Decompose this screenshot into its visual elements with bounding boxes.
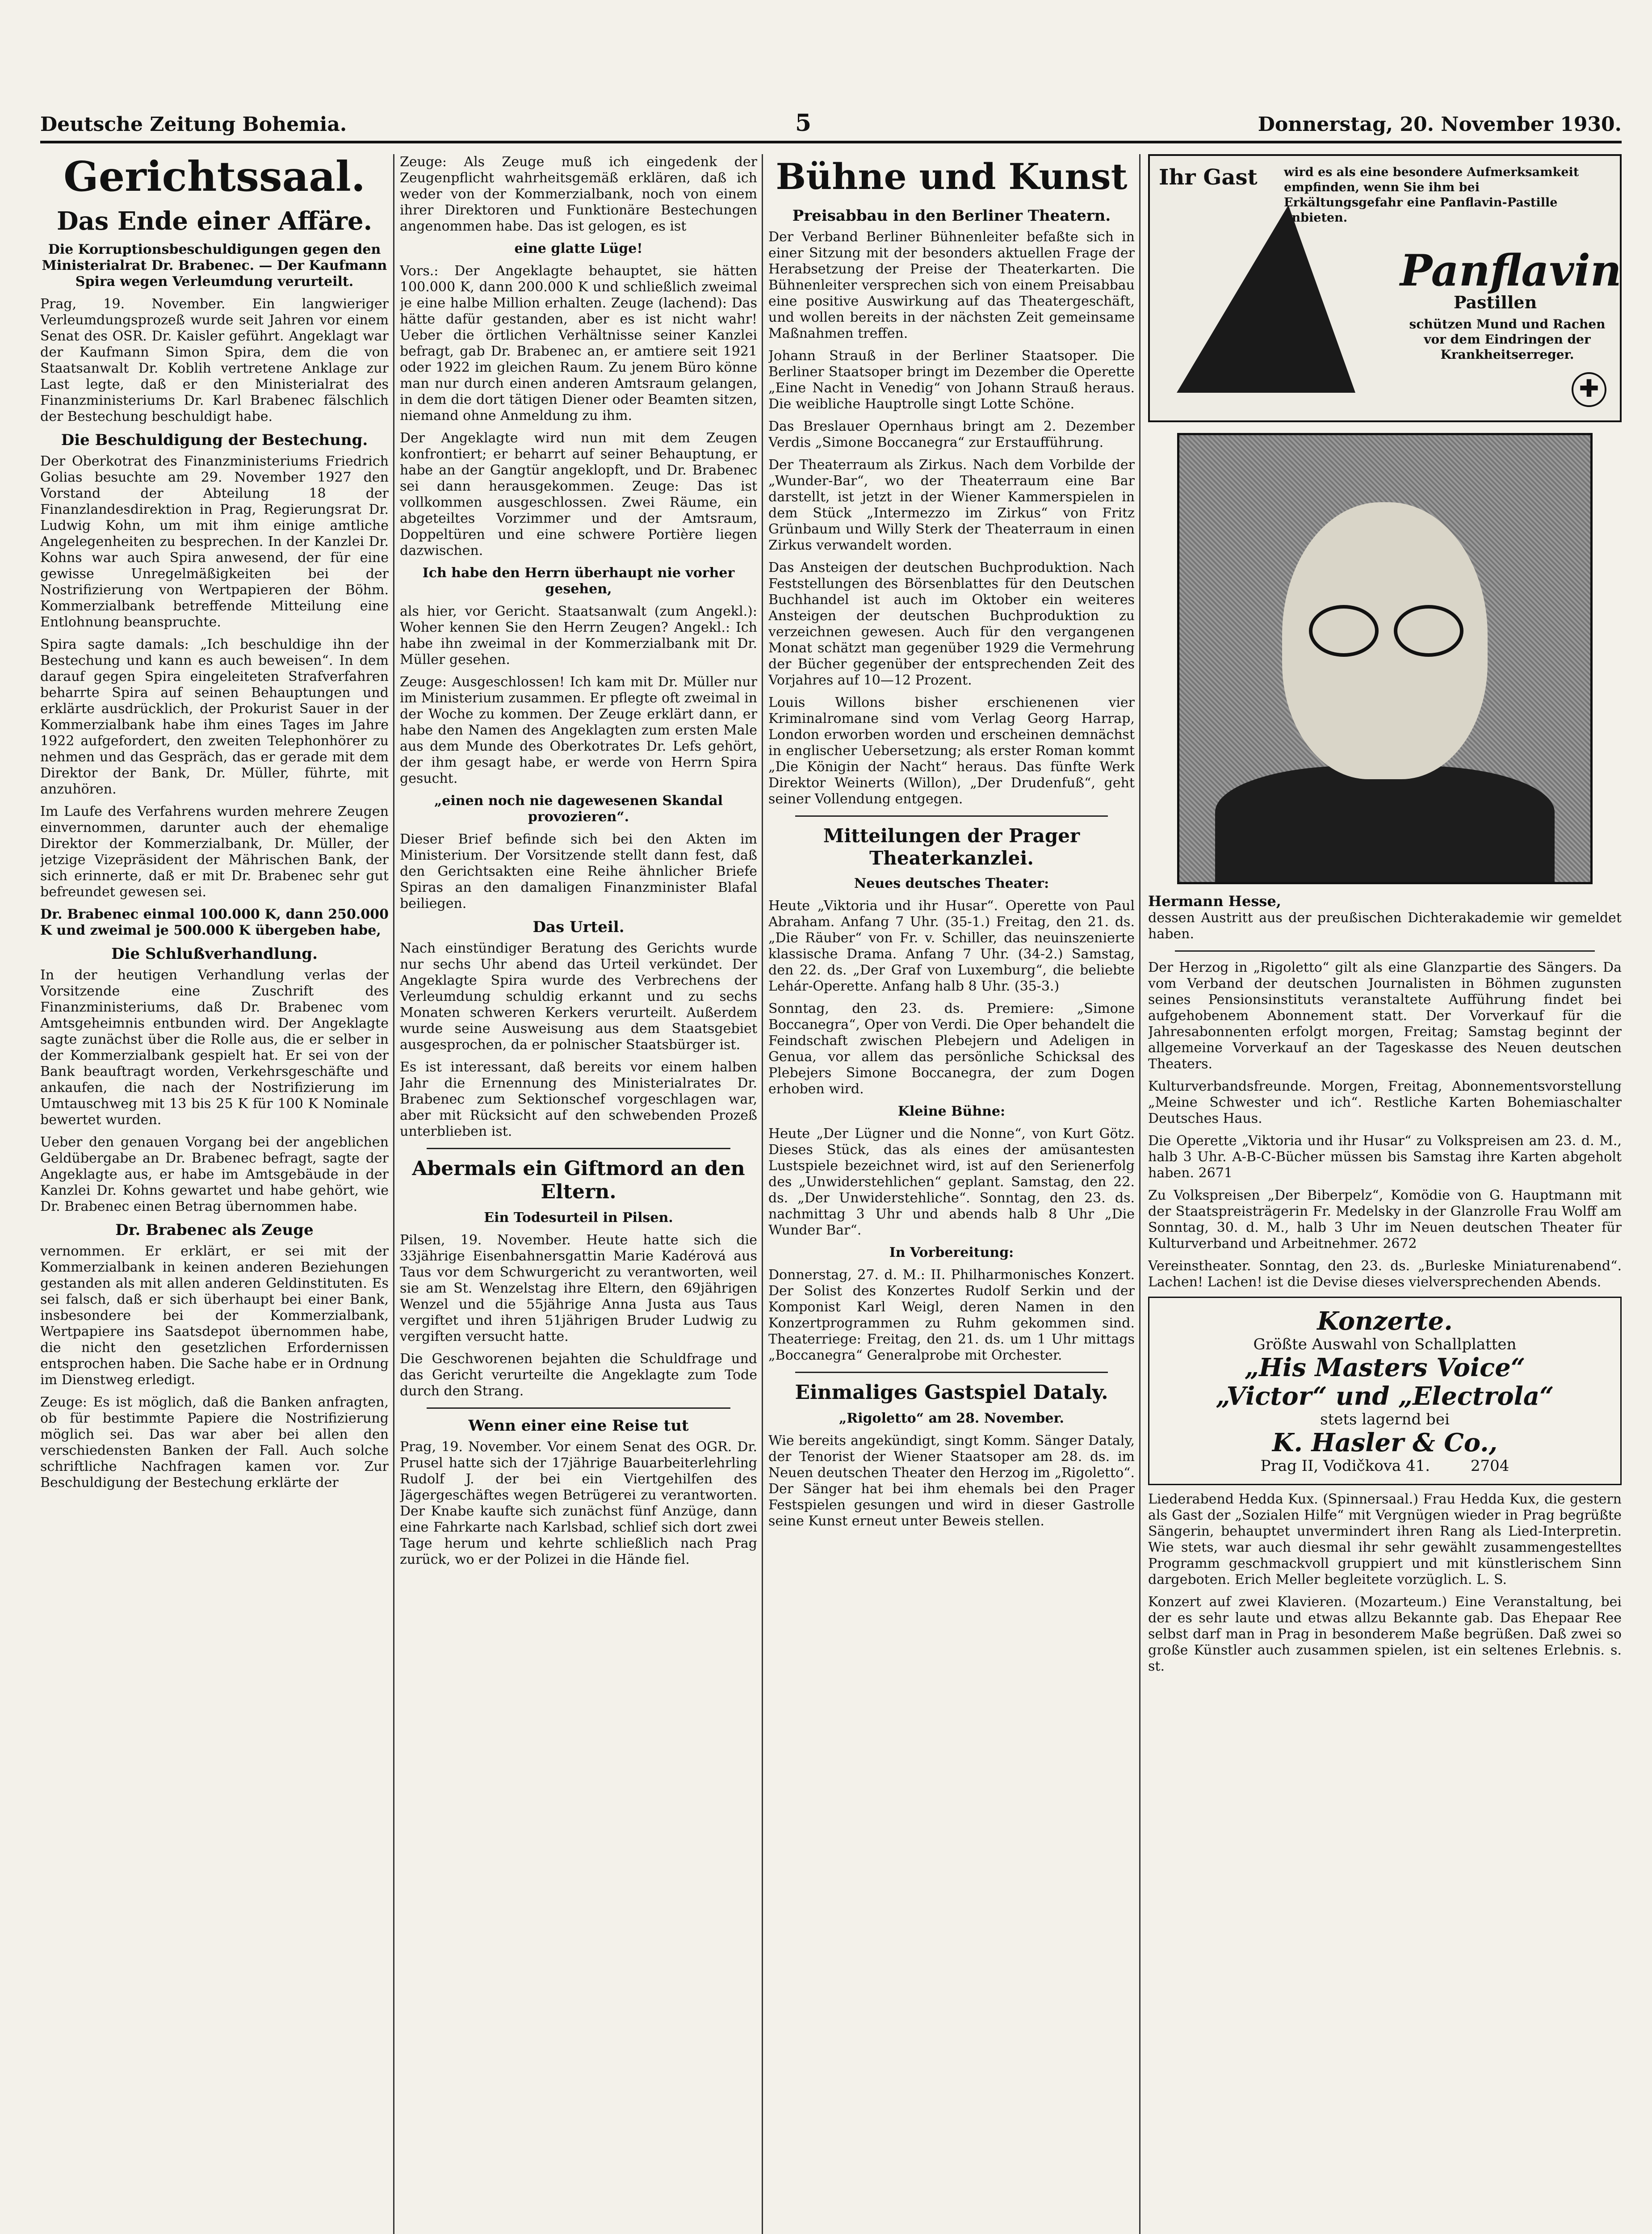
paragraph: Wie bereits angekündigt, singt Komm. Sänger Dataly, der Tenorist der Wiener Staatsoper am 28. ds. im Neuen deutschen Theater den Herzog im „Rigoletto“. Der Sänger hat bei ihm ehemals bei den Prager Festspielen gesungen und wird in dieser Gastrolle seine Kunst erneut unter Beweis stellen. xyxy=(768,1433,1135,1529)
paragraph: Zeuge: Ausgeschlossen! Ich kam mit Dr. Müller nur im Ministerium zusammen. Er pflegte oft zweimal in der Woche zu kommen. Der Zeuge erklärt dann, er habe den Namen des Angeklagten zum ersten Male aus dem Munde des Oberkotrates Dr. Lefs gehört, der ihm gesagt habe, er werde von Herrn Spira gesucht. xyxy=(400,674,757,786)
section-title-court: Gerichtssaal. xyxy=(63,154,365,201)
subheading-urteil: Das Urteil. xyxy=(532,918,625,936)
paragraph: Spira sagte damals: „Ich beschuldige ihn der Bestechung und kann es auch beweisen“. In dem darauf gegen Spira eingeleiteten Strafverfahren beharrte Spira auf seinen Behauptungen und erklärte ausdrücklich, der Prokurist Sauer in der Kommerzialbank habe ihm eines Tages im Jahre 1922 aufgefordert, den zweiten Telephonhörer zu nehmen und das Gespräch, das er gerade mit dem Direktor der Bank, Dr. Müller, führte, mit anzuhören. xyxy=(40,637,389,797)
ad-description: schützen Mund und Rachen vor dem Eindringen der Krankheitserreger. xyxy=(1409,317,1606,362)
concert-line: Größte Auswahl von Schallplatten xyxy=(1253,1335,1517,1353)
section-title-theatre: Bühne und Kunst xyxy=(776,155,1128,197)
subheading: Die Beschuldigung der Bestechung. xyxy=(61,431,368,449)
subheading: Preisabbau in den Berliner Theatern. xyxy=(792,207,1111,225)
paragraph: Vors.: Der Angeklagte behauptet, sie hätten 100.000 K, dann 200.000 K und schließlich zweimal je eine halbe Million erhalten. Zeuge (lachend): Das hätte dafür gestanden, aber es ist nicht wahr! Ueber die örtlichen Verhältnisse seiner Kanzlei befragt, gab Dr. Brabenec an, er amtiere seit 1921 oder 1922 im gleichen Raum. Zu jenem Büro könne man nur durch einen anderen Amtsraum gelangen, in dem die dort tätigen Diener oder Beamten sitzen, niemand ohne Anmeldung zu ihm. xyxy=(400,263,757,424)
paragraph: Der Theaterraum als Zirkus. Nach dem Vorbilde der „Wunder-Bar“, wo der Theaterraum eine Bar darstellt, ist jetzt in der Wiener Kammerspielen in dem Stück „Intermezzo im Zirkus“ von Fritz Grünbaum und Willy Sterk der Theaterraum in einen Zirkus verwandelt worden. xyxy=(768,457,1135,553)
headline-gastspiel: Einmaliges Gastspiel Dataly. xyxy=(795,1381,1108,1404)
page-number: 5 xyxy=(795,109,812,137)
paragraph: In der heutigen Verhandlung verlas der Vorsitzende eine Zuschrift des Finanzministeriums, daß Dr. Brabenec vom Amtsgeheimnis entbunden wird. Der Angeklagte sagte zunächst über die Rolle aus, die er selber in der Kommerzialbank gespielt hat. Er sei von der Bank beauftragt worden, Verkehrsgeschäfte und ankaufen, die nach der Nostrifizierung im Umtauschweg mit 13 bis 25 K für 100 K Nominale bewertet wurden. xyxy=(40,967,389,1128)
headline-reise: Wenn einer eine Reise tut xyxy=(468,1417,689,1435)
paragraph: Kulturverbandsfreunde. Morgen, Freitag, Abonnementsvorstellung „Meine Schwester und ich“. Restliche Karten Bohemiaschalter Deutsches Haus. xyxy=(1148,1079,1622,1126)
paragraph: Der Herzog in „Rigoletto“ gilt als eine Glanzpartie des Sängers. Da vom Verband der deutschen Journalisten in Böhmen zugunsten seines Pensionsinstituts veranstaltete Aufführung findet bei aufgehobenem Abonnement statt. Der Vorverkauf für die Jahresabonnenten erfolgt morgen, Freitag; Samstag beginnt der allgemeine Vorverkauf an der Tageskasse des Neuen deutschen Theaters. xyxy=(1148,960,1622,1072)
paragraph: Zu Volkspreisen „Der Biberpelz“, Komödie von G. Hauptmann mit der Staatspreisträgerin Fr. Medelsky in der Glanzrolle Frau Wolff am Sonntag, 30. d. M., halb 3 Uhr im Neuen deutschen Theater für Kulturverband und Arbeitnehmer. 2672 xyxy=(1148,1188,1622,1251)
subhead-vorbereitung: In Vorbereitung: xyxy=(889,1245,1014,1260)
headline-giftmord: Abermals ein Giftmord an den Eltern. xyxy=(412,1157,745,1203)
firm-name: K. Hasler & Co., xyxy=(1272,1428,1498,1457)
column-divider xyxy=(393,154,394,2234)
paragraph: Zeuge: Es ist möglich, daß die Banken anfragten, ob für bestimmte Papiere die Nostrifizierung möglich sei. Das war aber bei allen den verschiedensten Banken der Fall. Auch solche schriftliche Nachfragen kamen vor. Zur Beschuldigung der Bestechung erklärte der xyxy=(40,1394,389,1491)
paragraph: Das Ansteigen der deutschen Buchproduktion. Nach Feststellungen des Börsenblattes für den Deutschen Buchhandel ist auch im Oktober ein weiteres Ansteigen der deutschen Buchproduktion zu verzeichnen gewesen. Auch für den vergangenen Monat schätzt man gegenüber 1929 die Vermehrung der Bücher gegenüber der entsprechenden Zeit des Vorjahres auf 10—12 Prozent. xyxy=(768,560,1135,688)
headline-affaere: Das Ende einer Affäre. xyxy=(56,206,373,236)
paragraph: als hier, vor Gericht. Staatsanwalt (zum Angekl.): Woher kennen Sie den Herrn Zeugen? Angekl.: Ich habe ihn zweimal in der Kommerzialbank mit Dr. Müller gesehen. xyxy=(400,604,757,668)
column-theatre xyxy=(768,154,1135,2234)
subhead-rigoletto: „Rigoletto“ am 28. November. xyxy=(839,1411,1064,1426)
paragraph: Heute „Der Lügner und die Nonne“, von Kurt Götz. Dieses Stück, das als eines der amüsantesten Lustspiele bezeichnet wird, ist auf den Serienerfolg des „Unwiderstehlichen“ geplant. Samstag, den 22. ds. „Der Unwiderstehliche“. Sonntag, den 23. ds. nachmittag 3 Uhr und abends halb 8 Uhr „Die Wunder Bar“. xyxy=(768,1126,1135,1238)
subhead-luege: eine glatte Lüge! xyxy=(514,241,643,256)
ad-brand: Panflavin xyxy=(1400,245,1622,296)
paragraph: Der Oberkotrat des Finanzministeriums Friedrich Golias besuchte am 29. November 1927 den Vorstand der Abteilung 18 der Finanzlandesdirektion in Prag, Regierungsrat Dr. Ludwig Kohn, um mit ihm einige amtliche Angelegenheiten zu besprechen. In der Kanzlei Dr. Kohns war auch Spira anwesend, der für eine gewisse Unregelmäßigkeiten bei der Nostrifizierung von Wertpapieren der Böhm. Kommerzialbank betreffende Mitteilung eine Entlohnung beanspruchte. xyxy=(40,454,389,630)
paragraph: Prag, 19. November. Ein langwieriger Verleumdungsprozeß wurde seit Jahren vor einem Senat des OSR. Dr. Kaisler geführt. Angeklagt war der Kaufmann Simon Spira, dem die von Staatsanwalt Dr. Koblih vertretene Anklage zur Last legte, daß er den Ministerialrat des Finanzministeriums Dr. Karl Brabenec fälschlich der Bestechung beschuldigt habe. xyxy=(40,296,389,424)
paragraph: Der Verband Berliner Bühnenleiter befaßte sich in einer Sitzung mit der besonders aktuellen Frage der Herabsetzung der Preise der Theaterkarten. Die Bühnenleiter versprechen sich von einem Preisabbau eine positive Auswirkung auf das Theatergeschäft, und wollen bereits in der nächsten Zeit gemeinsame Maßnahmen treffen. xyxy=(768,229,1135,341)
concert-stock: stets lagernd bei xyxy=(1320,1411,1450,1428)
portrait-photo xyxy=(1177,433,1593,884)
column-divider xyxy=(1139,154,1140,2234)
subhead-korruption: Die Korruptionsbeschuldigungen gegen den Ministerialrat Dr. Brabenec. — Der Kaufmann Spira wegen Verleumdung verurteilt. xyxy=(42,242,387,290)
ad-text: wird es als eine besondere Aufmerksamkeit empfinden, wenn Sie ihm bei Erkältungsgefahr eine Panflavin-Pastille anbieten. xyxy=(1284,165,1579,225)
paragraph: Johann Strauß in der Berliner Staatsoper. Die Berliner Staatsoper bringt im Dezember die Operette „Eine Nacht in Venedig“ von Johann Strauß heraus. Die weibliche Hauptrolle singt Lotte Schöne. xyxy=(768,348,1135,412)
paragraph: Die Operette „Viktoria und ihr Husar“ zu Volkspreisen am 23. d. M., halb 3 Uhr. A-B-C-Bücher müssen bis Samstag ihre Karten abgeholt haben. 2671 xyxy=(1148,1133,1622,1181)
subhead-nie-gesehen: Ich habe den Herrn überhaupt nie vorher gesehen, xyxy=(422,565,735,597)
portrait-coat xyxy=(1215,766,1555,882)
caption-text: dessen Austritt aus der preußischen Dichterakademie wir gemeldet haben. xyxy=(1148,910,1622,942)
separator-rule xyxy=(427,1148,730,1149)
column-court xyxy=(40,154,389,2234)
masthead xyxy=(40,109,1622,143)
firm-address xyxy=(1158,1457,1611,1475)
headline-mitteilungen: Mitteilungen der Prager Theaterkanzlei. xyxy=(823,825,1080,869)
ad-illustration xyxy=(1177,205,1355,393)
paragraph: Pilsen, 19. November. Heute hatte sich die 33jährige Eisenbahnersgattin Marie Kadérová aus Taus vor dem Schwurgericht zu verantworten, weil sie am St. Wenzelstag ihre Eltern, den 69jährigen Wenzel und die 55jährige Anna Justa aus Taus vergiftet und ihren 51jährigen Bruder Ludwig zu vergiften versucht hatte. xyxy=(400,1232,757,1344)
ad-number: 2704 xyxy=(1470,1457,1509,1475)
paragraph: Konzert auf zwei Klavieren. (Mozarteum.) Eine Veranstaltung, bei der es sehr laute und etwas allzu Bekannte gab. Das Ehepaar Ree selbst darf man in Prag in besonderem Maße begrüßen. Daß zwei so große Künstler auch zusammen spielen, ist ein seltenes Erlebnis. s. st. xyxy=(1148,1594,1622,1674)
advertisement-records xyxy=(1148,1297,1622,1485)
subhead-kleine-buehne: Kleine Bühne: xyxy=(897,1104,1006,1119)
paragraph: Ueber den genauen Vorgang bei der angeblichen Geldübergabe an Dr. Brabenec befragt, sagte der Angeklagte aus, er habe im Amtsgebäude in der Kanzlei Dr. Kohns gewartet und habe gehört, wie Dr. Brabenec einen Betrag übernommen habe. xyxy=(40,1134,389,1214)
paper-name: Deutsche Zeitung Bohemia. xyxy=(40,113,347,136)
ad-heading: Ihr Gast xyxy=(1159,165,1258,190)
concert-title: Konzerte. xyxy=(1317,1306,1453,1336)
caption-name: Hermann Hesse, xyxy=(1148,893,1281,910)
paragraph: Es ist interessant, daß bereits vor einem halben Jahr die Ernennung des Ministerialrates Dr. Brabenec zum Sektionschef vorgeschlagen war, aber mit Rücksicht auf den schwebenden Prozeß unterblieben ist. xyxy=(400,1059,757,1139)
paragraph: Heute „Viktoria und ihr Husar“. Operette von Paul Abraham. Anfang 7 Uhr. (35-1.) Freitag, den 21. ds. „Die Räuber“ von Fr. v. Schiller, das neuinszenierte klassische Drama. Anfang 7 Uhr. (34-2.) Samstag, den 22. ds. „Der Graf von Luxemburg“, die beliebte Lehár-Operette. Anfang halb 8 Uhr. (35-3.) xyxy=(768,898,1135,994)
column-court-continued xyxy=(400,154,757,2234)
cross-icon: ✚ xyxy=(1572,372,1606,407)
paragraph: Das Breslauer Opernhaus bringt am 2. Dezember Verdis „Simone Boccanegra“ zur Erstaufführung. xyxy=(768,419,1135,450)
paragraph: Zeuge: Als Zeuge muß ich eingedenk der Zeugenpflicht wahrheitsgemäß erklären, daß ich weder von der Kommerzialbank, noch von einem ihrer Direktoren und Funktionäre Bestechungen angenommen habe. Das ist gelogen, es ist xyxy=(400,154,757,234)
issue-date: Donnerstag, 20. November 1930. xyxy=(1258,113,1622,136)
paragraph: Louis Willons bisher erschienenen vier Kriminalromane sind vom Verlag Georg Harrap, London erworben worden und erscheinen demnächst in englischer Uebersetzung; als erster Roman kommt „Die Königin der Nacht“ heraus. Das fünfte Werk Direktor Weinerts (Willon), „Der Drudenfuß“, geht seiner Vollendung entgegen. xyxy=(768,695,1135,807)
subhead-neues-theater: Neues deutsches Theater: xyxy=(854,876,1049,891)
glasses-icon xyxy=(1309,605,1470,654)
subheading: Dr. Brabenec als Zeuge xyxy=(115,1221,314,1239)
paragraph: Sonntag, den 23. ds. Premiere: „Simone Boccanegra“, Oper von Verdi. Die Oper behandelt die Feindschaft zwischen Plebejern und Adeligen in Genua, vor allem das persönliche Schicksal des Plebejers Simone Boccanegra, der zum Dogen erhoben wird. xyxy=(768,1001,1135,1097)
separator-rule xyxy=(1175,950,1595,952)
paragraph: Im Laufe des Verfahrens wurden mehrere Zeugen einvernommen, darunter auch der ehemalige Direktor der Kommerzialbank, Dr. Müller, der jetzige Vizepräsident der Mährischen Bank, der sich erinnerte, daß er mit Dr. Brabenec sehr gut befreundet gewesen sei. xyxy=(40,804,389,900)
photo-caption xyxy=(1148,893,1622,942)
paragraph: vernommen. Er erklärt, er sei mit der Kommerzialbank in keinen anderen Beziehungen gestanden als mit allen anderen Geldinstituten. Es sei falsch, daß er sich überhaupt bei einer Bank, insbesondere bei der Kommerzialbank, Wertpapiere ins Saatsdepot übernommen habe, die nicht den gesetzlichen Erfordernissen entsprochen haben. Die Sache habe er in Ordnung im Dienstweg erledigt. xyxy=(40,1243,389,1388)
subheading: Die Schlußverhandlung. xyxy=(111,945,318,963)
column-ads-culture xyxy=(1148,154,1622,2234)
column-divider xyxy=(762,154,763,2234)
separator-rule xyxy=(795,1372,1108,1373)
paragraph: Vereinstheater. Sonntag, den 23. ds. „Burleske Miniaturenabend“. Lachen! Lachen! ist die Devise dieses vielversprechenden Abends. xyxy=(1148,1258,1622,1290)
brand-his-masters-voice: „His Masters Voice“ xyxy=(1244,1353,1526,1382)
paragraph: Liederabend Hedda Kux. (Spinnersaal.) Frau Hedda Kux, die gestern als Gast der „Sozialen Hilfe“ mit Vergnügen wieder in Prag begrüßte Sängerin, behauptet unvermindert ihren Rang als Lied-Interpretin. Wie stets, war auch diesmal ihr sehr gewählt zusammengestelltes Programm geschmackvoll gruppiert und mit künstlerischem Sinn dargeboten. Erich Meller begleitete vorzüglich. L. S. xyxy=(1148,1491,1622,1587)
paragraph: Dieser Brief befinde sich bei den Akten im Ministerium. Der Vorsitzende stellt dann fest, daß den Gerichtsakten eine Reihe ähnlicher Briefe Spiras an den damaligen Finanzminister Blafal beiliegen. xyxy=(400,831,757,911)
subhead-todesurteil: Ein Todesurteil in Pilsen. xyxy=(484,1210,673,1226)
paragraph: Donnerstag, 27. d. M.: II. Philharmonisches Konzert. Der Solist des Konzertes Rudolf Serkin und der Komponist Karl Weigl, deren Namen in den Konzertprogrammen zu Ruhm gekommen sind. Theaterriege: Freitag, den 21. ds. um 1 Uhr mittags „Boccanegra“ Generalprobe mit Orchester. xyxy=(768,1267,1135,1363)
subhead-skandal: „einen noch nie dagewesenen Skandal provozieren“. xyxy=(434,793,723,825)
paragraph: Nach einstündiger Beratung des Gerichts wurde nur sechs Uhr abend das Urteil verkündet. Der Angeklagte Spira wurde des Verbrechens der Verleumdung schuldig erkannt und zu sechs Monaten schweren Kerkers verurteilt. Außerdem wurde seine Ausweisung aus dem Staatsgebiet ausgesprochen, da er polnischer Staatsbürger ist. xyxy=(400,941,757,1053)
paragraph: Der Angeklagte wird nun mit dem Zeugen konfrontiert; er beharrt auf seiner Behauptung, er habe an der Gangtür angeklopft, und Dr. Brabenec sei dann herausgekommen. Zeuge: Das ist vollkommen ausgeschlossen. Zwei Räume, ein abgeteiltes Vorzimmer und der Amtsraum, Doppeltüren und eine schwere Portière liegen dazwischen. xyxy=(400,430,757,558)
paragraph: Prag, 19. November. Vor einem Senat des OGR. Dr. Prusel hatte sich der 17jährige Bauarbeiterlehrling Rudolf J. der bei ein Viertgehilfen des Jägergeschäftes wegen Betrügerei zu verantworten. Der Knabe kaufte sich zunächst fünf Anzüge, dann eine Fahrkarte nach Karlsbad, schlief sich dort zwei Tage herum und kehrte schließlich nach Prag zurück, wo er der Polizei in die Hände fiel. xyxy=(400,1439,757,1567)
separator-rule xyxy=(427,1407,730,1409)
advertisement-panflavin xyxy=(1148,154,1622,422)
paragraph: Die Geschworenen bejahten die Schuldfrage und das Gericht verurteilte die Angeklagte zum Tode durch den Strang. xyxy=(400,1351,757,1399)
highlight-line: Dr. Brabenec einmal 100.000 K, dann 250.000 K und zweimal je 500.000 K übergeben habe, xyxy=(40,907,389,938)
brand-victor-electrola: „Victor“ und „Electrola“ xyxy=(1216,1382,1554,1411)
separator-rule xyxy=(795,815,1108,817)
ad-product: Pastillen xyxy=(1454,292,1537,312)
firm-address-text: Prag II, Vodičkova 41. xyxy=(1260,1457,1430,1475)
